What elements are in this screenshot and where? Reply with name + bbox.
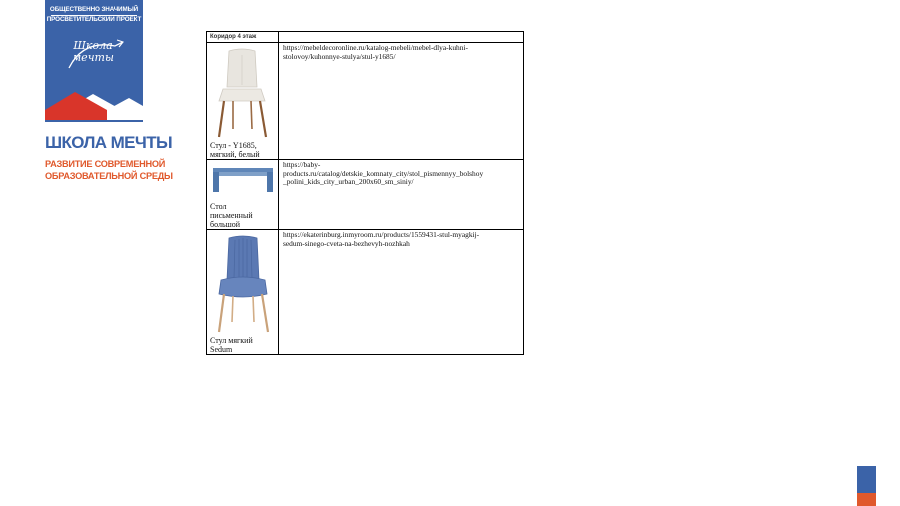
white-chair-icon bbox=[211, 47, 273, 139]
project-tagline bbox=[45, 6, 143, 24]
table-header-empty-cell bbox=[279, 32, 524, 43]
item-name-line: Sedum bbox=[210, 345, 233, 354]
item-link-line[interactable]: https://ekaterinburg.inmyroom.ru/products/1559431-stul-myagkij- bbox=[283, 230, 480, 239]
subtitle-line-2: ОБРАЗОВАТЕЛЬНОЙ СРЕДЫ bbox=[45, 171, 173, 181]
item-link-cell bbox=[279, 160, 524, 230]
house-logo-icon bbox=[45, 86, 143, 128]
table-row bbox=[207, 43, 524, 160]
tagline-line-1: ОБЩЕСТВЕННО ЗНАЧИМЫЙ bbox=[49, 6, 139, 13]
item-name bbox=[210, 336, 276, 354]
item-link-line[interactable]: _polini_kids_city_urban_200x60_sm_siniy/ bbox=[283, 177, 414, 186]
item-cell-chair-white bbox=[207, 43, 279, 160]
item-name-line: Стол bbox=[210, 202, 227, 211]
item-link-line[interactable]: products.ru/catalog/detskie_komnaty_city/stol_pismennyy_bolshoy bbox=[283, 168, 484, 178]
subtitle-line-1: РАЗВИТИЕ СОВРЕМЕННОЙ bbox=[45, 159, 166, 169]
brand-subtitle bbox=[45, 158, 173, 182]
item-name-line: Стул - Y1685, bbox=[210, 141, 257, 150]
brand-banner bbox=[45, 0, 143, 128]
item-link-line[interactable]: https://baby- bbox=[283, 160, 321, 169]
item-link-cell bbox=[279, 43, 524, 160]
logo-line-2: мечты bbox=[72, 51, 114, 64]
item-cell-desk bbox=[207, 160, 279, 230]
item-link-cell bbox=[279, 230, 524, 355]
item-link-line[interactable]: https://mebeldecoronline.ru/katalog-mebeli/mebel-dlya-kuhni- bbox=[283, 43, 468, 52]
blue-desk-icon bbox=[211, 166, 275, 194]
item-cell-chair-blue bbox=[207, 230, 279, 355]
item-name bbox=[210, 202, 276, 229]
corner-mark-orange bbox=[857, 493, 876, 506]
item-name-line: письменный bbox=[210, 211, 253, 220]
table-row bbox=[207, 160, 524, 230]
item-name-line: Стул мягкий bbox=[210, 336, 253, 345]
logo-swoosh-icon bbox=[65, 38, 127, 72]
logo-line-1: Школа bbox=[73, 39, 113, 52]
brand-title: ШКОЛА МЕЧТЫ bbox=[45, 133, 173, 152]
blue-chair-icon bbox=[211, 234, 275, 334]
corner-mark-blue bbox=[857, 466, 876, 493]
item-name-line: большой bbox=[210, 220, 241, 229]
item-name-line: мягкий, белый bbox=[210, 150, 260, 159]
table-header-cell: Коридор 4 этаж bbox=[207, 32, 279, 43]
item-link-line[interactable]: stolovoy/kuhonnye-stulya/stul-y1685/ bbox=[283, 51, 396, 61]
item-link-line[interactable]: sedum-sinego-cveta-na-bezhevyh-nozhkah bbox=[283, 238, 410, 248]
item-name bbox=[210, 141, 276, 159]
tagline-line-2: ПРОСВЕТИТЕЛЬСКИЙ ПРОЕКТ bbox=[46, 16, 142, 23]
table-row bbox=[207, 230, 524, 355]
furniture-table bbox=[206, 31, 524, 355]
table-header-row bbox=[207, 32, 524, 43]
